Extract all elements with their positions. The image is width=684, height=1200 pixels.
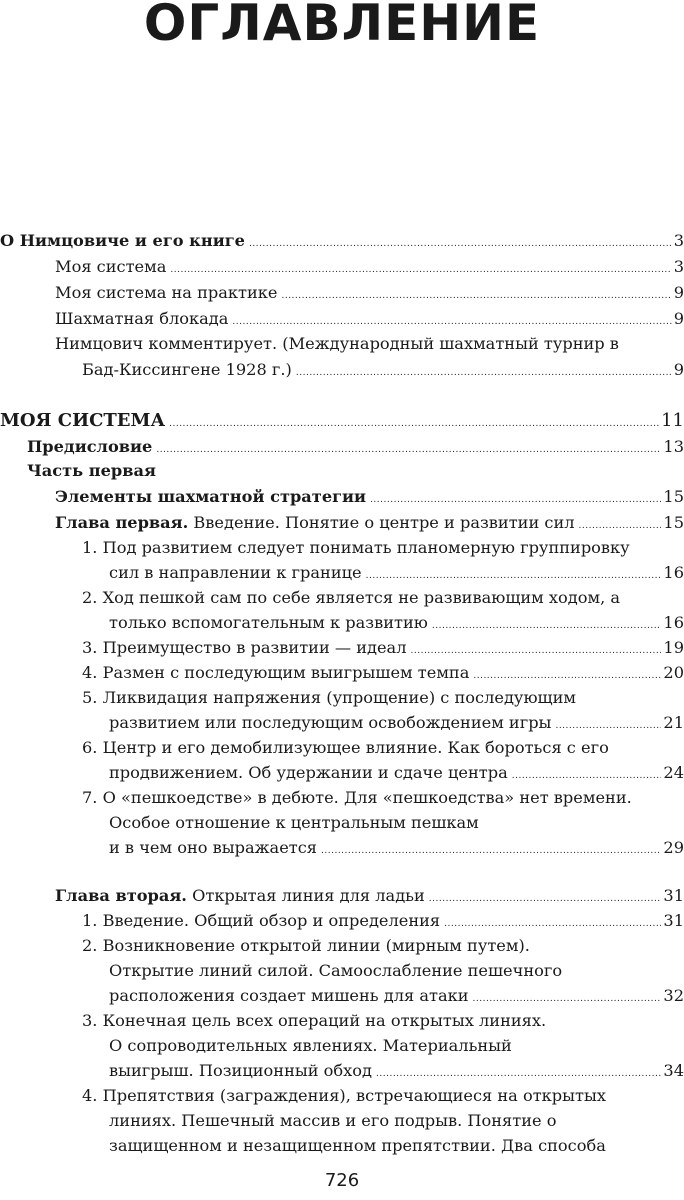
toc-entry-intro[interactable] — [0, 231, 684, 255]
toc-entry-label: 7. О «пешкоедстве» в дебюте. Для «пешкоедства» нет времени. — [82, 788, 632, 807]
toc-entry-label: 6. Центр и его демобилизующее влияние. Как бороться с его — [82, 738, 609, 757]
toc-entry-page: 32 — [663, 986, 684, 1005]
toc-entry[interactable] — [109, 838, 684, 857]
dot-leader — [429, 894, 662, 904]
dot-leader — [169, 419, 659, 429]
toc-entry-label: 1. Под развитием следует понимать планомерную группировку — [82, 538, 630, 557]
toc-entry-label: Элементы шахматной стратегии — [55, 487, 367, 506]
toc-entry-label: Шахматная блокада — [55, 309, 229, 328]
toc-entry-page: 16 — [663, 563, 684, 582]
toc-entry-page: 34 — [663, 1061, 684, 1080]
toc-entry[interactable] — [109, 713, 684, 732]
toc-entry-label: Моя система на практике — [55, 283, 278, 302]
dot-leader — [232, 317, 671, 327]
toc-entry-page: 15 — [663, 487, 684, 506]
toc-entry-page: 9 — [673, 360, 684, 379]
toc-entry-page: 20 — [663, 663, 684, 682]
toc-entry[interactable] — [109, 1061, 684, 1080]
dot-leader — [366, 571, 662, 581]
toc-entry-label: О сопроводительных явлениях. Материальный — [109, 1036, 512, 1055]
toc-entry-page: 15 — [663, 513, 684, 532]
toc-entry-label: О Нимцовиче и его книге — [0, 231, 245, 250]
toc-entry-label: 3. Преимущество в развитии — идеал — [82, 638, 407, 657]
toc-entry-label: 2. Ход пешкой сам по себе является не развивающим ходом, а — [82, 588, 621, 607]
toc-entry[interactable] — [55, 257, 684, 276]
toc-entry-label: Открытие линий силой. Самоослабление пешечного — [109, 961, 563, 980]
toc-entry-label: МОЯ СИСТЕМА — [0, 410, 166, 431]
toc-entry-label: Нимцович комментирует. (Международный шахматный турнир в — [55, 334, 619, 353]
toc-entry-label: сил в направлении к границе — [109, 563, 362, 582]
toc-entry-page: 16 — [663, 613, 684, 632]
dot-leader — [156, 445, 661, 455]
toc-entry-label: линиях. Пешечный массив и его подрыв. Понятие о — [109, 1111, 557, 1130]
toc-entry-elements[interactable] — [55, 487, 684, 506]
dot-leader — [411, 646, 662, 656]
dot-leader — [296, 368, 672, 378]
toc-entry-page: 11 — [661, 410, 684, 431]
toc-entry-label: продвижением. Об удержании и сдаче центра — [109, 763, 508, 782]
toc-entry-label: выигрыш. Позиционный обход — [109, 1061, 373, 1080]
toc-entry-page: 21 — [663, 713, 684, 732]
dot-leader — [281, 291, 671, 301]
dot-leader — [376, 1069, 661, 1079]
toc-entry-label: Глава первая. Введение. Понятие о центре и развитии сил — [55, 513, 575, 532]
dot-leader — [579, 521, 662, 531]
dot-leader — [444, 919, 661, 929]
toc-entry-label: 1. Введение. Общий обзор и определения — [82, 911, 441, 930]
dot-leader — [473, 994, 662, 1004]
toc-entry-page: 19 — [663, 638, 684, 657]
toc-entry-label: только вспомогательным к развитию — [109, 613, 428, 632]
toc-entry-label: развитием или последующим освобождением игры — [109, 713, 552, 732]
toc-entry-page: 9 — [673, 283, 684, 302]
dot-leader — [512, 771, 662, 781]
toc-entry[interactable] — [109, 763, 684, 782]
toc-entry[interactable] — [109, 563, 684, 582]
toc-entry-preface[interactable] — [27, 437, 684, 456]
toc-entry-part[interactable] — [0, 410, 684, 431]
toc-entry[interactable] — [55, 283, 684, 302]
toc-entry-label: 4. Препятствия (заграждения), встречающиеся на открытых — [82, 1086, 606, 1105]
dot-leader — [473, 671, 661, 681]
toc-entry-label: 2. Возникновение открытой линии (мирным путем). — [82, 936, 530, 955]
toc-entry-label: Бад-Киссингене 1928 г.) — [82, 360, 292, 379]
page-title: ОГЛАВЛЕНИЕ — [143, 0, 541, 52]
toc-entry-label: расположения создает мишень для атаки — [109, 986, 469, 1005]
toc-entry-label: и в чем оно выражается — [109, 838, 318, 857]
dot-leader — [321, 846, 661, 856]
toc-entry-page: 9 — [673, 309, 684, 328]
toc-entry-page: 13 — [663, 437, 684, 456]
toc-entry-label: 5. Ликвидация напряжения (упрощение) с последующим — [82, 688, 576, 707]
toc-entry[interactable] — [109, 613, 684, 632]
toc-entry[interactable] — [109, 986, 684, 1005]
toc-entry-page: 3 — [673, 231, 684, 250]
toc-section-heading[interactable]: Часть первая — [27, 461, 156, 480]
dot-leader — [555, 721, 661, 731]
toc-entry-page: 29 — [663, 838, 684, 857]
toc-entry[interactable] — [82, 911, 684, 930]
toc-entry[interactable] — [82, 638, 684, 657]
page-number: 726 — [324, 1170, 360, 1191]
toc-entry-page: 31 — [663, 886, 684, 905]
toc-entry-page: 3 — [673, 257, 684, 276]
toc-entry-label: Особое отношение к центральным пешкам — [109, 813, 479, 832]
toc-entry-page: 24 — [663, 763, 684, 782]
toc-entry[interactable] — [82, 663, 684, 682]
toc-entry[interactable] — [55, 309, 684, 328]
dot-leader — [249, 239, 672, 249]
toc-entry-label: 3. Конечная цель всех операций на открытых линиях. — [82, 1011, 547, 1030]
dot-leader — [432, 621, 662, 631]
toc-entry-label: 4. Размен с последующим выигрышем темпа — [82, 663, 470, 682]
toc-entry-label: защищенном и незащищенном препятствии. Два способа — [109, 1136, 606, 1155]
toc-entry-label: Глава вторая. Открытая линия для ладьи — [55, 886, 425, 905]
dot-leader — [370, 495, 661, 505]
dot-leader — [170, 265, 671, 275]
toc-entry-page: 31 — [663, 911, 684, 930]
toc-entry-label: Моя система — [55, 257, 167, 276]
toc-entry-chapter-1[interactable] — [55, 513, 684, 532]
toc-entry-label: Предисловие — [27, 437, 153, 456]
toc-entry-chapter-2[interactable] — [55, 886, 684, 905]
toc-entry[interactable] — [82, 360, 684, 379]
